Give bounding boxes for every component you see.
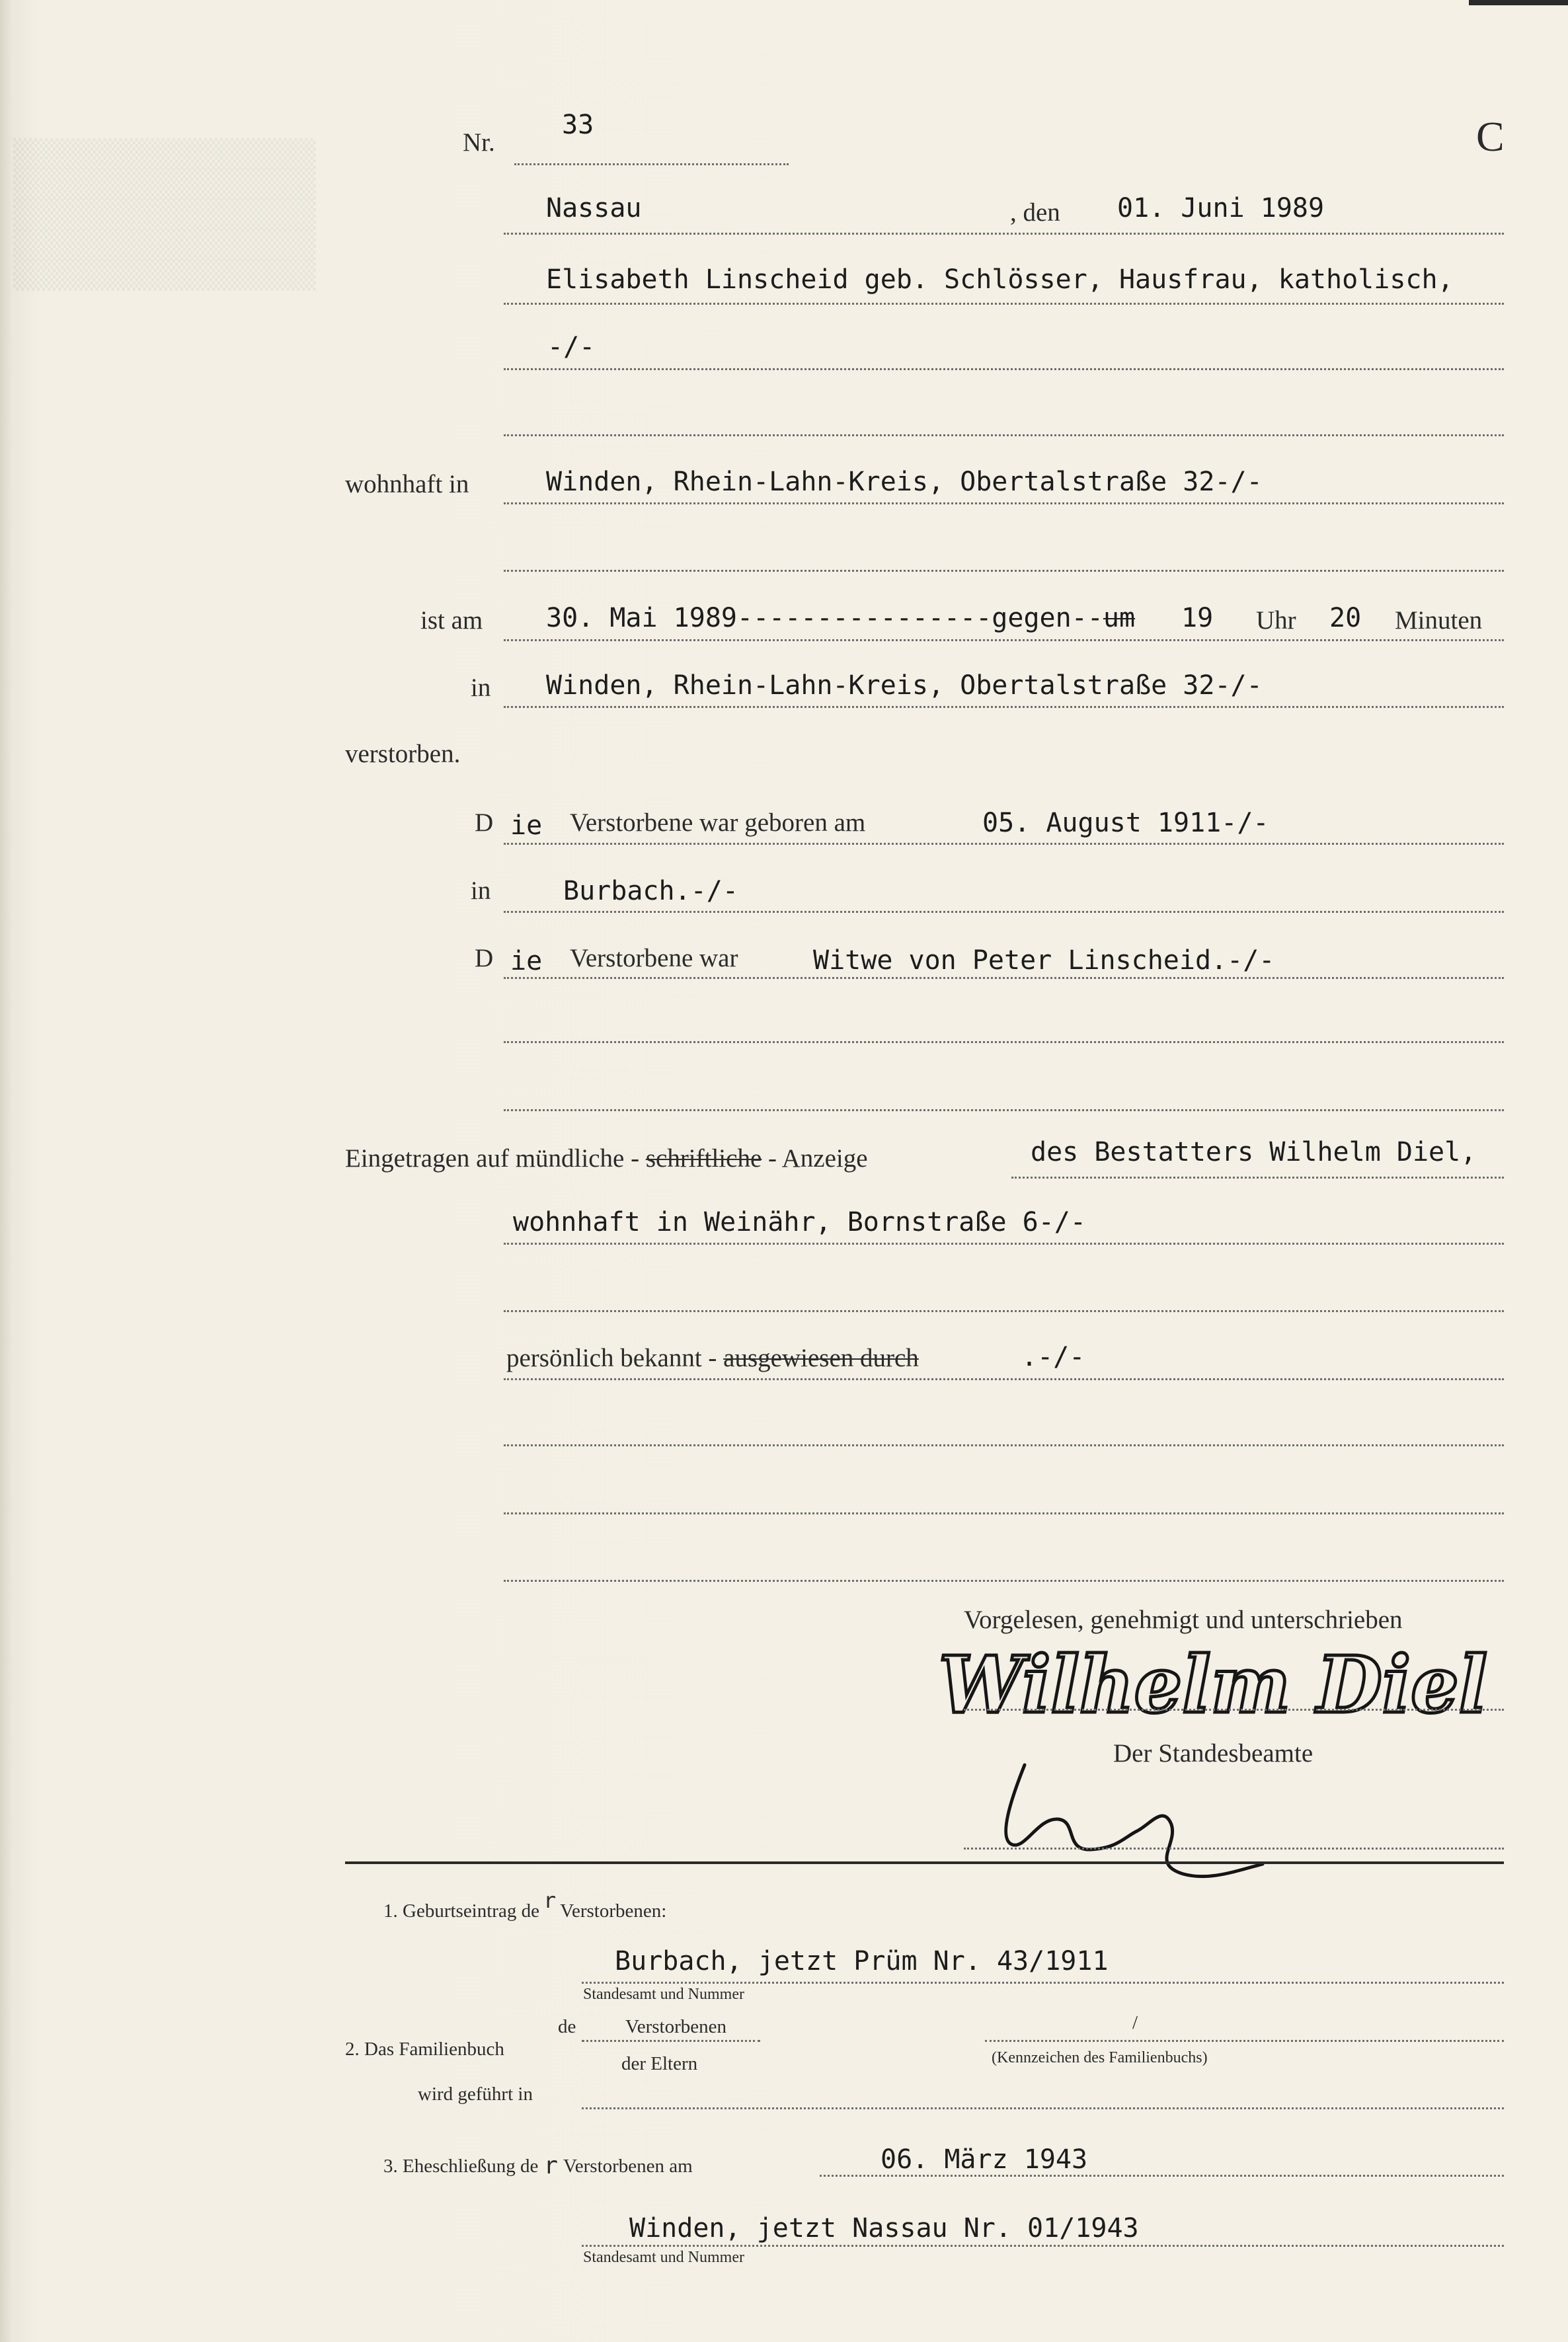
death-minute: 20 xyxy=(1329,603,1362,633)
declarant-signature-text: Wilhelm Diel xyxy=(939,1639,1487,1731)
top-right-shadow xyxy=(1469,0,1568,5)
blank-line-3 xyxy=(504,1580,1504,1582)
nr-label: Nr. xyxy=(463,128,495,157)
known-struck: ausgewiesen durch xyxy=(723,1344,919,1372)
note-1-label xyxy=(383,1888,667,1922)
place-value: Nassau xyxy=(546,193,642,223)
registrar-signature-line xyxy=(964,1848,1504,1850)
note-3-label xyxy=(383,2151,693,2178)
note-3-value: Winden, jetzt Nassau Nr. 01/1943 xyxy=(629,2213,1139,2244)
report-struck: schriftliche xyxy=(645,1144,762,1173)
death-um-struck: um xyxy=(1103,603,1136,633)
note-3-date-line xyxy=(820,2175,1504,2177)
note-1-label-text: 1. Geburtseintrag de xyxy=(383,1900,539,1922)
note-2-wird: wird geführt in xyxy=(418,2084,533,2105)
birth-date: 05. August 1911-/- xyxy=(982,808,1269,838)
registrar-signature xyxy=(985,1758,1282,1884)
residence-label: wohnhaft in xyxy=(345,470,469,498)
status-d-suffix: ie xyxy=(510,946,543,976)
read-approved-text: Vorgelesen, genehmigt und unterschrieben xyxy=(964,1606,1403,1634)
note-3-line xyxy=(582,2245,1504,2247)
person-line-1: Elisabeth Linscheid geb. Schlösser, Hausfrau, katholisch, xyxy=(546,264,1454,295)
person-line-2: -/- xyxy=(547,332,596,362)
note-1-value: Burbach, jetzt Prüm Nr. 43/1911 xyxy=(615,1946,1109,1976)
death-date-label: ist am xyxy=(420,606,483,635)
residence-value: Winden, Rhein-Lahn-Kreis, Obertalstraße 32-/- xyxy=(546,467,1263,497)
report-label-end: - Anzeige xyxy=(768,1144,868,1173)
status-line-2 xyxy=(504,1041,1504,1043)
blank-line-2 xyxy=(504,1512,1504,1514)
report-line-1 xyxy=(1011,1177,1504,1179)
death-uhr-label: Uhr xyxy=(1256,606,1296,635)
declarant-signature xyxy=(932,1633,1501,1732)
known-line xyxy=(504,1378,1504,1380)
note-3-label-end: Verstorbenen am xyxy=(563,2156,693,2177)
note-2-top-line xyxy=(582,2040,760,2042)
birth-place-line xyxy=(504,911,1504,913)
death-place: Winden, Rhein-Lahn-Kreis, Obertalstraße 32-/- xyxy=(546,670,1263,701)
birth-line xyxy=(504,843,1504,845)
residence-line xyxy=(504,502,1504,504)
place-date-line xyxy=(504,233,1504,235)
residence-line-2 xyxy=(504,570,1504,572)
note-1-label-end: Verstorbenen: xyxy=(560,1900,667,1922)
known-row xyxy=(506,1343,919,1373)
note-3-date: 06. März 1943 xyxy=(881,2144,1088,2175)
birth-place-label: in xyxy=(471,877,491,905)
nr-line xyxy=(514,163,789,165)
death-date-line xyxy=(504,639,1504,641)
corner-mark: C xyxy=(1476,113,1505,160)
person-line-2-rule xyxy=(504,368,1504,370)
note-2-de: de xyxy=(558,2016,576,2037)
birth-d-suffix: ie xyxy=(510,810,543,841)
nr-value: 33 xyxy=(562,110,594,140)
date-value: 01. Juni 1989 xyxy=(1117,193,1325,223)
bleed-through-texture: ▒▒▒▒▒▒▒▒▒▒▒▒▒▒▒▒▒▒▒ ▒▒▒▒▒▒▒▒▒▒▒▒▒▒▒▒▒▒▒ ▒▒▒▒▒▒▒▒▒▒▒▒▒▒▒▒▒▒▒ ▒▒▒▒▒▒▒▒▒▒▒▒▒▒▒▒▒▒▒ ▒▒▒▒▒▒▒▒▒▒▒▒▒▒▒▒▒▒▒ xyxy=(13,139,316,291)
report-label-start: Eingetragen auf mündliche - xyxy=(345,1144,640,1173)
blank-line-1 xyxy=(504,1444,1504,1446)
death-date-fill: ---------------- xyxy=(736,603,992,633)
known-label: persönlich bekannt - xyxy=(506,1344,717,1372)
note-3-label-text: 3. Eheschließung de xyxy=(383,2156,539,2177)
note-1-sup: r xyxy=(543,1888,557,1913)
birth-d-label: D xyxy=(475,808,494,837)
birth-place: Burbach.-/- xyxy=(563,876,738,906)
death-date-value: 30. Mai 1989 xyxy=(546,603,737,633)
report-line-3 xyxy=(504,1310,1504,1312)
note-2-value: Verstorbenen xyxy=(625,2016,727,2037)
note-1-line xyxy=(582,1982,1504,1984)
notes-divider xyxy=(345,1861,1504,1864)
note-2-place-line xyxy=(582,2107,1504,2109)
death-gegen: gegen-- xyxy=(992,603,1103,633)
known-suffix: .-/- xyxy=(1021,1342,1085,1372)
death-hour: 19 xyxy=(1181,603,1214,633)
note-3-sup: r xyxy=(543,2152,559,2179)
person-line-3-rule xyxy=(504,434,1504,436)
status-line-3 xyxy=(504,1109,1504,1111)
report-line-2 xyxy=(504,1243,1504,1245)
declarant-signature-line xyxy=(964,1709,1504,1711)
note-2-mark-line xyxy=(985,2040,1504,2042)
death-minuten-label: Minuten xyxy=(1395,606,1483,635)
report-value-2: wohnhaft in Weinähr, Bornstraße 6-/- xyxy=(513,1207,1086,1237)
note-2-label: 2. Das Familienbuch xyxy=(345,2039,504,2060)
person-line-1-rule xyxy=(504,303,1504,305)
status-line xyxy=(504,977,1504,979)
status-d-label: D xyxy=(475,944,494,972)
standesbeamte-label: Der Standesbeamte xyxy=(1113,1739,1313,1768)
death-place-label: in xyxy=(471,674,491,702)
den-label: , den xyxy=(1010,198,1060,227)
verstorben-label: verstorben. xyxy=(345,740,461,768)
note-2-slash: / xyxy=(1132,2012,1138,2033)
note-2-eltern: der Eltern xyxy=(621,2053,698,2074)
note-1-caption: Standesamt und Nummer xyxy=(583,1986,744,2003)
death-date xyxy=(546,603,1135,633)
report-value-1: des Bestatters Wilhelm Diel, xyxy=(1031,1137,1477,1167)
status-value: Witwe von Peter Linscheid.-/- xyxy=(813,945,1275,976)
birth-text: Verstorbene war geboren am xyxy=(570,808,866,837)
note-3-caption: Standesamt und Nummer xyxy=(583,2249,744,2266)
status-text: Verstorbene war xyxy=(570,944,738,972)
report-label xyxy=(345,1144,868,1173)
death-place-line xyxy=(504,706,1504,708)
note-2-caption: (Kennzeichen des Familienbuchs) xyxy=(992,2049,1208,2066)
